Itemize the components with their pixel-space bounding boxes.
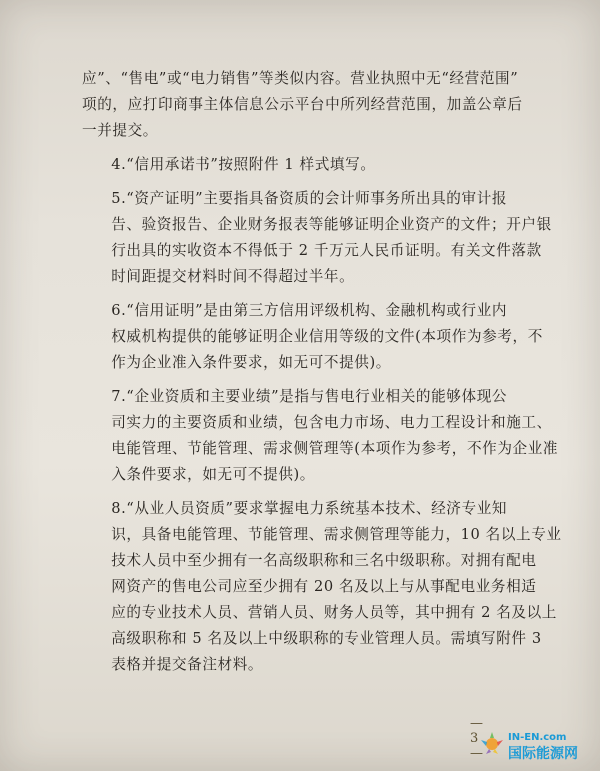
paragraph-6 [82,496,562,678]
paragraph-1 [82,66,552,144]
paragraph-3 [82,186,552,290]
text-line: 行出具的实收资本不得低于 2 千万元人民币证明。有关文件落款 [111,242,542,259]
text-line: 应”、“售电”或“电力销售”等类似内容。营业执照中无“经营范围” [82,70,519,87]
text-line: 一并提交。 [82,122,158,139]
text-line: 技术人员中至少拥有一名高级职称和三名中级职称。对拥有配电 [111,552,537,569]
text-line: 6.“信用证明”是由第三方信用评级机构、金融机构或行业内 [111,302,508,319]
text-line: 应的专业技术人员、营销人员、财务人员等，其中拥有 2 名及以上 [111,604,557,621]
text-line: 4.“信用承诺书”按照附件 1 样式填写。 [111,156,376,173]
watermark-brand-bottom: 国际能源网 [508,746,578,762]
paragraph-2 [82,152,552,178]
sunburst-icon [481,732,503,754]
text-line: 告、验资报告、企业财务报表等能够证明企业资产的文件；开户银 [111,216,552,233]
text-line: 表格并提交备注材料。 [111,656,264,673]
text-line: 入条件要求，如无可不提供)。 [111,466,316,483]
text-line: 高级职称和 5 名及以上中级职称的专业管理人员。需填写附件 3 [111,630,542,647]
text-line: 电能管理、节能管理、需求侧管理等(本项作为参考，不作为企业准 [111,440,559,457]
page-number: — 3 — [470,716,483,761]
document-body [82,66,562,686]
text-line: 司实力的主要资质和业绩，包含电力市场、电力工程设计和施工、 [111,414,552,431]
text-line: 识，具备电能管理、节能管理、需求侧管理等能力，10 名以上专业 [111,526,562,543]
text-line: 项的，应打印商事主体信息公示平台中所列经营范围，加盖公章后 [82,96,523,113]
paragraph-4 [82,298,552,376]
text-line: 网资产的售电公司应至少拥有 20 名及以上与从事配电业务相适 [111,578,537,595]
text-line: 5.“资产证明”主要指具备资质的会计师事务所出具的审计报 [111,190,508,207]
paragraph-5 [82,384,559,488]
text-line: 权威机构提供的能够证明企业信用等级的文件(本项作为参考，不 [111,328,543,345]
text-line: 作为企业准入条件要求，如无可不提供)。 [111,354,391,371]
text-line: 8.“从业人员资质”要求掌握电力系统基本技术、经济专业知 [111,500,508,517]
watermark-logo [478,718,598,768]
text-line: 时间距提交材料时间不得超过半年。 [111,268,355,285]
watermark-brand-top: IN-EN.com [508,732,567,743]
text-line: 7.“企业资质和主要业绩”是指与售电行业相关的能够体现公 [111,388,508,405]
